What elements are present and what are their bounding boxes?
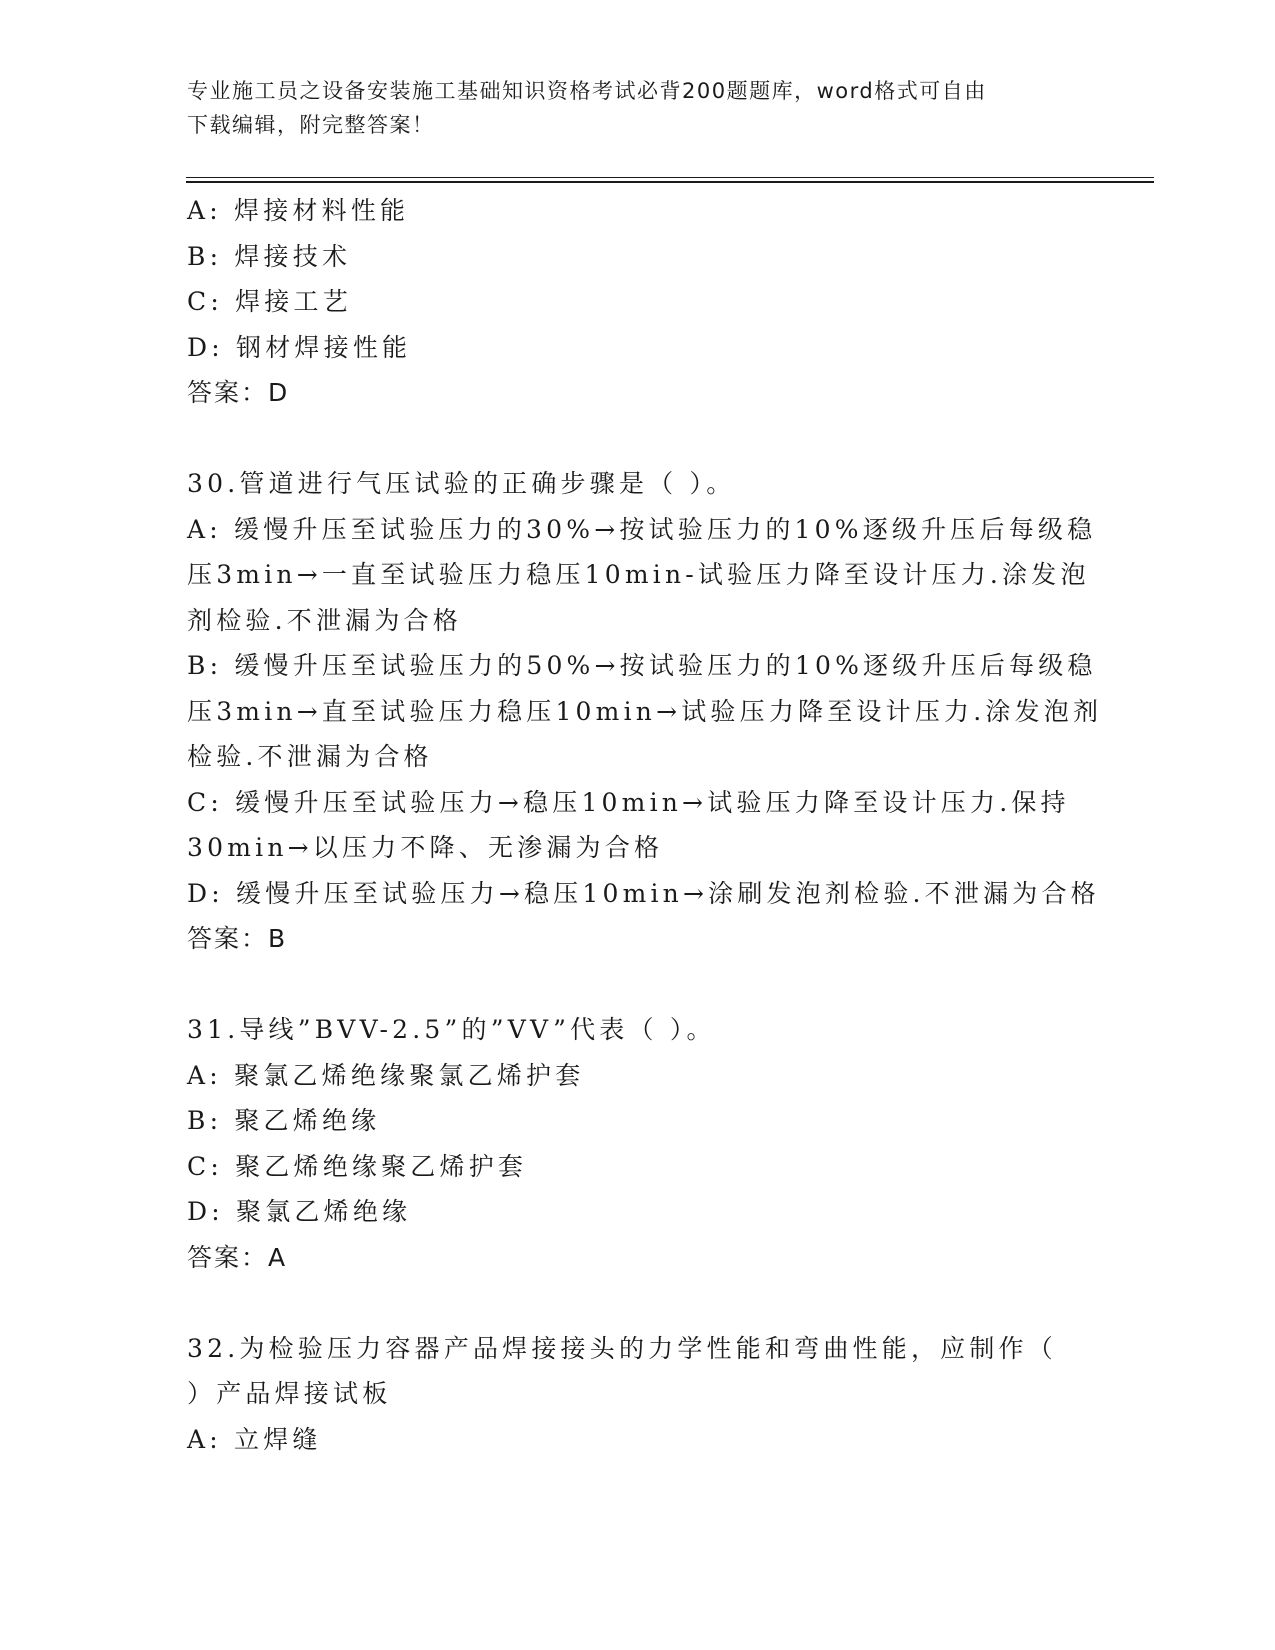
- question-32-block: [187, 1326, 1147, 1463]
- spacer: [187, 1280, 1147, 1326]
- option-d: D: 钢材焊接性能: [187, 332, 412, 362]
- option-line: D: 缓慢升压至试验压力→稳压10min→涂刷发泡剂检验.不泄漏为合格: [187, 878, 1100, 908]
- option-b: B: 聚乙烯绝缘: [187, 1106, 381, 1135]
- option-line: B: 缓慢升压至试验压力的50%→按试验压力的10%逐级升压后每级稳: [187, 651, 1097, 680]
- header-divider-thick: [186, 181, 1154, 183]
- option-line: C: 缓慢升压至试验压力→稳压10min→试验压力降至设计压力.保持: [187, 787, 1070, 817]
- answer-label: 答案：B: [187, 924, 288, 953]
- question-stem-continued: ）产品焊接试板: [187, 1379, 392, 1408]
- option-c: C: 聚乙烯绝缘聚乙烯护套: [187, 1151, 528, 1181]
- question-stem: 31.导线”BVV-2.5”的”VV”代表（ ）。: [187, 1015, 716, 1044]
- option-line: 检验.不泄漏为合格: [187, 742, 433, 771]
- option-line: 30min→以压力不降、无渗漏为合格: [187, 833, 664, 862]
- option-line: 压3min→直至试验压力稳压10min→试验压力降至设计压力.涂发泡剂: [187, 696, 1103, 726]
- option-a: A: 焊接材料性能: [187, 196, 410, 225]
- question-31-block: [187, 1007, 1147, 1280]
- option-c: C: 焊接工艺: [187, 287, 352, 316]
- option-d: D: 聚氯乙烯绝缘: [187, 1197, 412, 1226]
- header-line-2: 下载编辑，附完整答案！: [187, 113, 435, 137]
- question-stem: 32.为检验压力容器产品焊接接头的力学性能和弯曲性能，应制作（: [187, 1333, 1057, 1363]
- spacer: [187, 416, 1147, 462]
- option-a: A: 立焊缝: [187, 1424, 322, 1454]
- document-header: [187, 74, 1087, 142]
- question-30-block: [187, 461, 1147, 962]
- question-stem: 30.管道进行气压试验的正确步骤是（ ）。: [187, 469, 736, 498]
- answer-label: 答案：A: [187, 1242, 288, 1272]
- header-line-1: 专业施工员之设备安装施工基础知识资格考试必背200题题库，word格式可自由: [187, 79, 987, 103]
- answer-label: 答案：D: [187, 378, 290, 407]
- spacer: [187, 962, 1147, 1008]
- option-line: A: 缓慢升压至试验压力的30%→按试验压力的10%逐级升压后每级稳: [187, 514, 1097, 544]
- question-content: [187, 188, 1147, 1462]
- option-line: 压3min→一直至试验压力稳压10min-试验压力降至设计压力.涂发泡: [187, 560, 1090, 589]
- header-divider-thin: [186, 177, 1154, 178]
- prev-question-block: [187, 188, 1147, 416]
- option-line: 剂检验.不泄漏为合格: [187, 605, 462, 635]
- option-b: B: 焊接技术: [187, 241, 352, 271]
- option-a: A: 聚氯乙烯绝缘聚氯乙烯护套: [187, 1060, 585, 1090]
